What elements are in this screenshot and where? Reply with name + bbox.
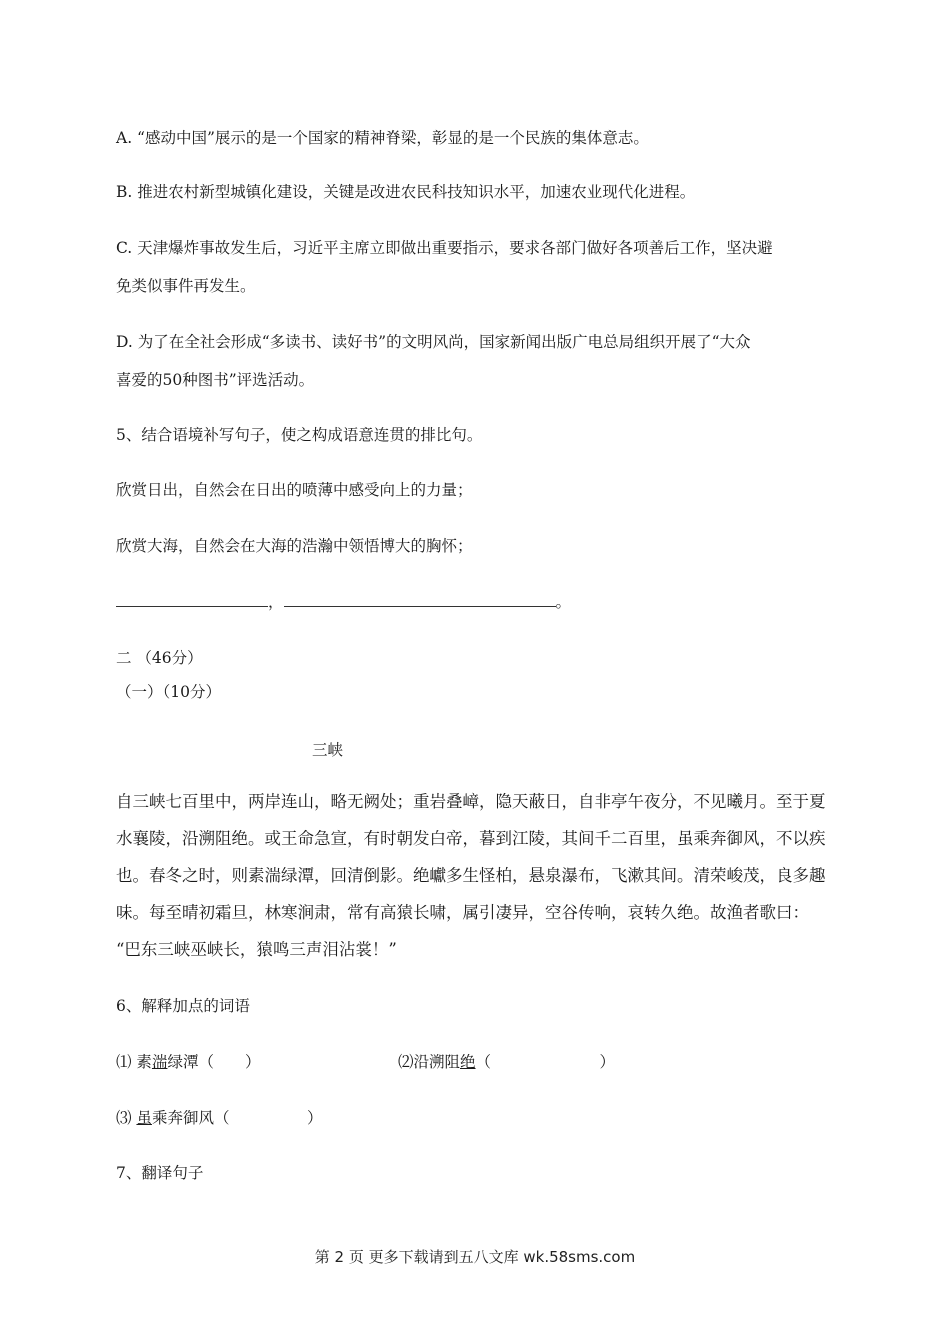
q6-item-3: ⑶ 虽乘奔御风（ ） xyxy=(116,1109,323,1127)
q7-prompt: 7、翻译句子 xyxy=(116,1164,204,1182)
option-a: A. “感动中国”展示的是一个国家的精神脊梁，彰显的是一个民族的集体意志。 xyxy=(116,129,649,147)
answer-blank-2[interactable] xyxy=(284,592,556,607)
option-c-line2: 免类似事件再发生。 xyxy=(116,277,256,295)
passage-line-2: 水襄陵，沿溯阻绝。或王命急宣，有时朝发白帝，暮到江陵，其间千二百里，虽乘奔御风，不以疾 xyxy=(116,829,826,848)
q5-line1: 欣赏日出，自然会在日出的喷薄中感受向上的力量； xyxy=(116,481,473,499)
q5-period: 。 xyxy=(555,593,572,611)
passage-line-1: 自三峡七百里中，两岸连山，略无阙处；重岩叠嶂，隐天蔽日，自非亭午夜分，不见曦月。至于夏 xyxy=(116,792,826,811)
q5-comma: ， xyxy=(268,593,284,611)
dotted-word: 绝 xyxy=(460,1053,476,1071)
answer-blank-1[interactable] xyxy=(116,592,268,607)
dotted-word: 虽 xyxy=(136,1109,152,1127)
passage-line-4: 味。每至晴初霜旦，林寒涧肃，常有高猿长啸，属引凄异，空谷传响，哀转久绝。故渔者歌曰： xyxy=(116,903,809,922)
option-c-line1: C. 天津爆炸事故发生后，习近平主席立即做出重要指示，要求各部门做好各项善后工作，坚决避 xyxy=(116,239,773,257)
page-footer: 第 2 页 更多下载请到五八文库 wk.58sms.com xyxy=(314,1248,636,1266)
q5-line2: 欣赏大海，自然会在大海的浩瀚中领悟博大的胸怀； xyxy=(116,537,473,555)
option-d-line2: 喜爱的50种图书”评选活动。 xyxy=(116,371,315,389)
q5-prompt: 5、结合语境补写句子，使之构成语意连贯的排比句。 xyxy=(116,426,483,444)
q6-prompt: 6、解释加点的词语 xyxy=(116,997,250,1015)
passage-line-3: 也。春冬之时，则素湍绿潭，回清倒影。绝巘多生怪柏，悬泉瀑布，飞漱其间。清荣峻茂，良多趣 xyxy=(116,866,826,885)
passage-line-5: “巴东三峡巫峡长，猿鸣三声泪沾裳！” xyxy=(116,940,397,959)
option-b: B. 推进农村新型城镇化建设，关键是改进农民科技知识水平，加速农业现代化进程。 xyxy=(116,183,696,201)
q6-item-2: ⑵沿溯阻绝（ ） xyxy=(398,1053,616,1071)
dotted-word: 湍 xyxy=(151,1053,168,1071)
passage-title: 三峡 xyxy=(312,741,344,759)
q5-answer-line xyxy=(116,592,571,612)
option-d-line1: D. 为了在全社会形成“多读书、读好书”的文明风尚，国家新闻出版广电总局组织开展了“大众 xyxy=(116,333,751,351)
section-subheading: （一）（10分） xyxy=(116,683,221,701)
section-heading: 二 （46分） xyxy=(116,649,203,667)
q6-item-1: ⑴ 素湍绿潭（ ） xyxy=(116,1053,261,1071)
